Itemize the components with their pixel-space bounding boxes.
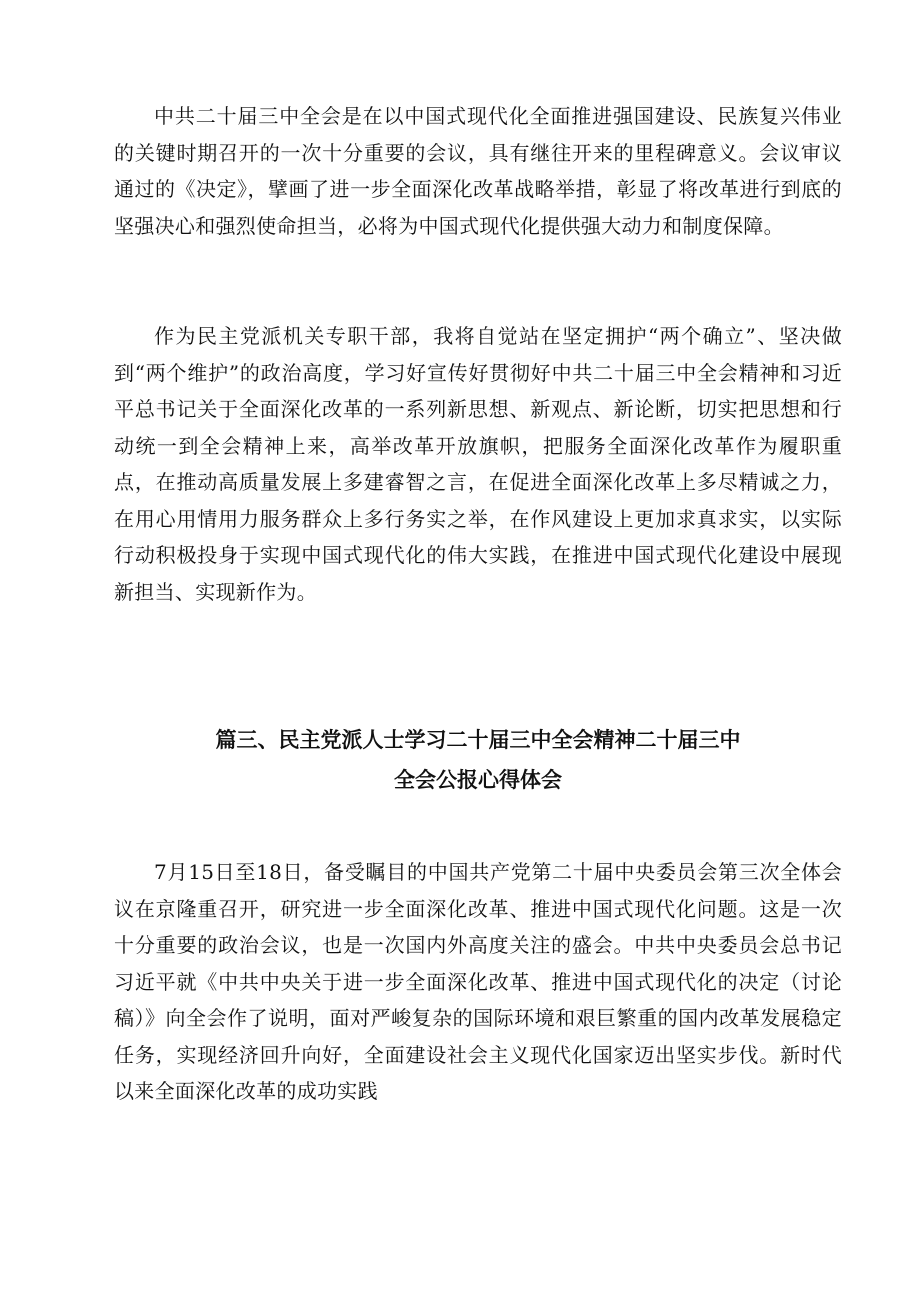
section-heading-line: 篇三、民主党派人士学习二十届三中全会精神二十届三中 (215, 728, 741, 752)
section-heading-line: 全会公报心得体会 (394, 768, 562, 792)
body-paragraph: 7月15日至18日，备受瞩目的中国共产党第二十届中央委员会第三次全体会议在京隆重召开，研究进一步全面深化改革、推进中国式现代化问题。这是一次十分重要的政治会议，也是一次国内外高度关注的盛会。中共中央委员会总书记习近平就《中共中央关于进一步全面深化改革、推进中国式现代化的决定（讨论稿）》向全会作了说明，面对严峻复杂的国际环境和艰巨繁重的国内改革发展稳定任务，实现经济回升向好，全面建设社会主义现代化国家迈出坚实步伐。新时代以来全面深化改革的成功实践 (114, 860, 842, 1103)
section-heading (114, 720, 842, 800)
body-paragraph: 作为民主党派机关专职干部，我将自觉站在坚定拥护“两个确立”、坚决做到“两个维护”的政治高度，学习好宣传好贯彻好中共二十届三中全会精神和习近平总书记关于全面深化改革的一系列新思想、新观点、新论断，切实把思想和行动统一到全会精神上来，高举改革开放旗帜，把服务全面深化改革作为履职重点，在推动高质量发展上多建睿智之言，在促进全面深化改革上多尽精诚之力，在用心用情用力服务群众上多行务实之举，在作风建设上更加求真求实，以实际行动积极投身于实现中国式现代化的伟大实践，在推进中国式现代化建设中展现新担当、实现新作为。 (114, 324, 842, 604)
body-paragraph: 中共二十届三中全会是在以中国式现代化全面推进强国建设、民族复兴伟业的关键时期召开的一次十分重要的会议，具有继往开来的里程碑意义。会议审议通过的《决定》，擘画了进一步全面深化改革战略举措，彰显了将改革进行到底的坚强决心和强烈使命担当，必将为中国式现代化提供强大动力和制度保障。 (114, 104, 842, 238)
